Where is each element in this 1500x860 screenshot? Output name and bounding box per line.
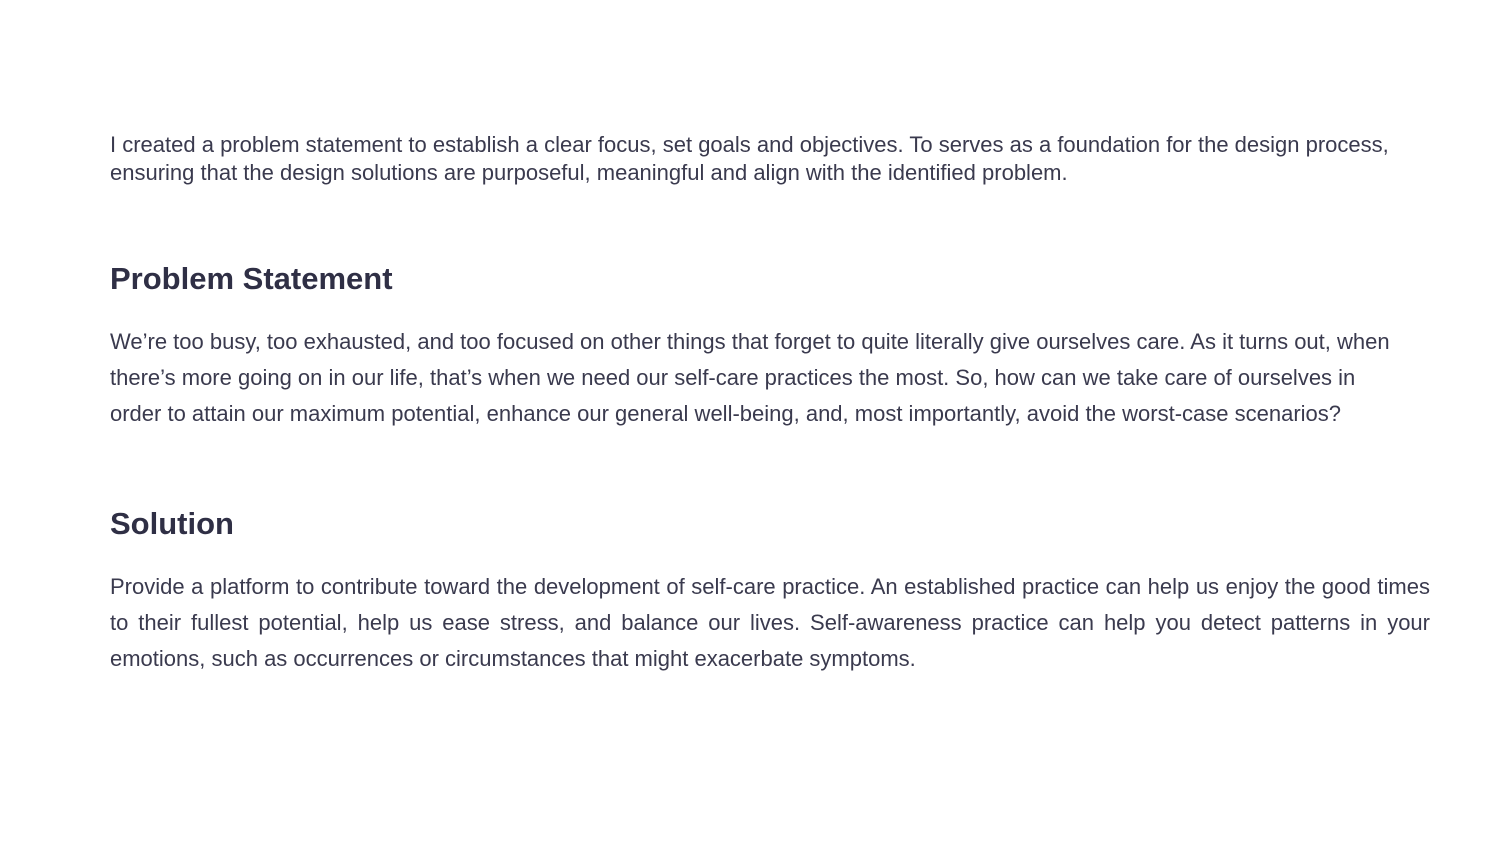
- solution-section: [110, 504, 1430, 677]
- article-content: [110, 131, 1430, 677]
- intro-paragraph: I created a problem statement to establish a clear focus, set goals and objectives. To serves as a foundation for the design process, ensuring that the design solutions are purposeful, meaningful and align with the identified problem.: [110, 132, 1389, 185]
- solution-heading: Solution: [110, 506, 234, 541]
- problem-statement-heading: Problem Statement: [110, 261, 393, 296]
- problem-statement-paragraph: We’re too busy, too exhausted, and too focused on other things that forget to quite literally give ourselves care. As it turns out, when there’s more going on in our life, that’s when we need our self-care practices the most. So, how can we take care of ourselves in order to attain our maximum potential, enhance our general well-being, and, most importantly, avoid the worst-case scenarios?: [110, 329, 1390, 426]
- solution-paragraph: Provide a platform to contribute toward the development of self-care practice. An established practice can help us enjoy the good times to their fullest potential, help us ease stress, and balance our lives. Self-awareness practice can help you detect patterns in your emotions, such as occurrences or circumstances that might exacerbate symptoms.: [110, 574, 1430, 671]
- problem-statement-section: [110, 259, 1430, 432]
